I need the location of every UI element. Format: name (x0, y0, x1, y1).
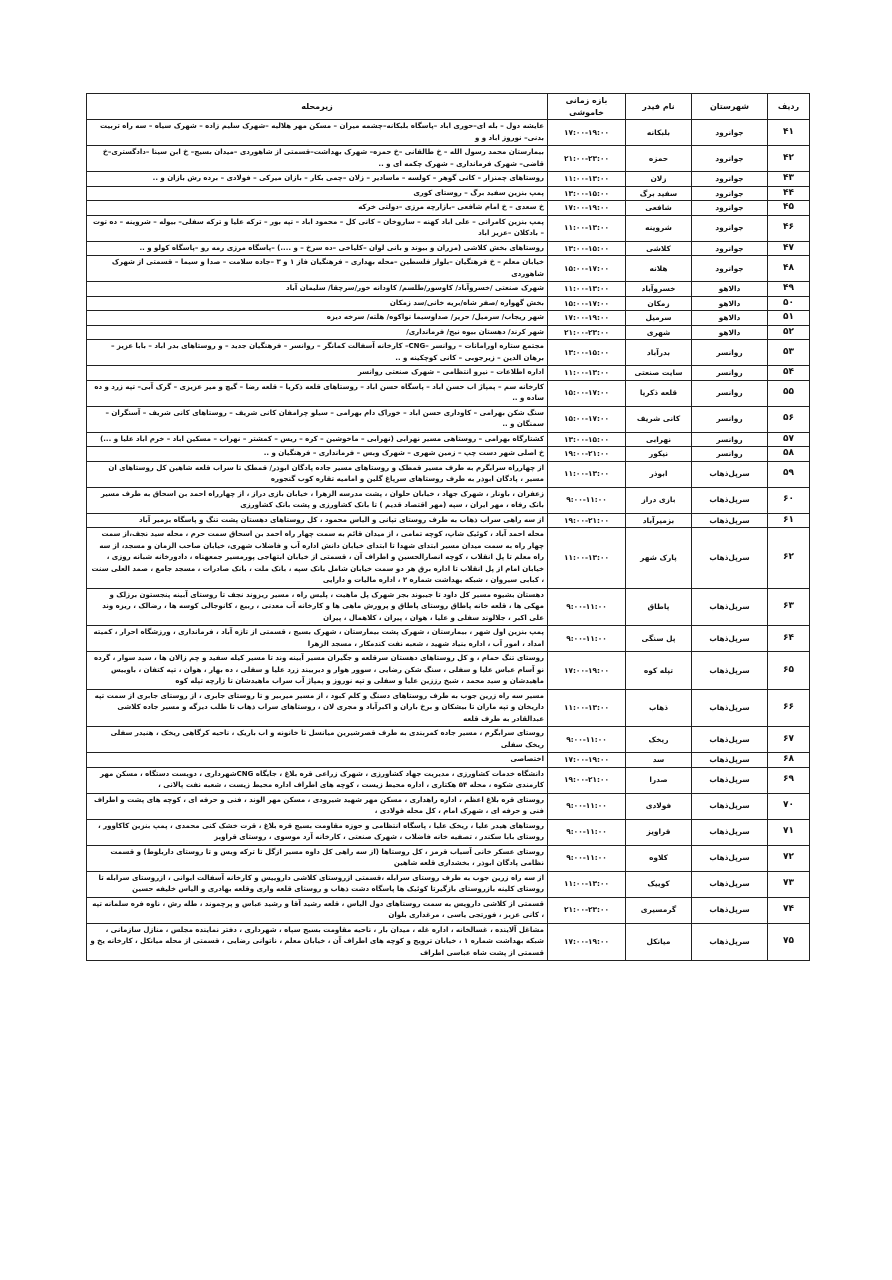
table-row (87, 652, 810, 690)
row-number-cell: ۴۸ (768, 256, 810, 282)
area-cell: روستاهای چمنزار – کانی گوهر – کولسه – ماسادیر – زلان –چمی بکار – بازان میرکی – فولادی – برده رش بازان و .. (87, 172, 548, 187)
city-cell: سرپل‌ذهاب (692, 767, 768, 793)
area-cell: شهر کرند/ دهستان بیوه نیج/ فرمانداری/ (87, 325, 548, 340)
table-row (87, 819, 810, 845)
feeder-cell: تپله کوه (626, 652, 692, 690)
time-cell: ۱۷:۰۰-۱۹:۰۰ (548, 120, 626, 146)
feeder-cell: سایت صنعتی (626, 366, 692, 381)
area-cell: روستای تنگ حمام ، و کل روستاهای دهستان سرقلعه و جگیران مسیر آبینه وند تا مسیر کیله سفید و چم زالان ها ، سید سوار ، گرده نو آسام عباس علیا و سفلی ، سنگ شکن رضایی ، سوور هوار و دیرییند زرد علیا و سفلی ، ده بهار ، هوان ، تپه کتفان ، باوییس ماهیدشان و سید محمد ، شیخ رززین علیا و سفلی و تپه نوروز و پمپاژ آب سراب ماهیدشان تا زارچه تپله کوه (87, 652, 548, 690)
table-row (87, 146, 810, 172)
row-number-cell: ۵۴ (768, 366, 810, 381)
time-cell: ۹:۰۰-۱۱:۰۰ (548, 845, 626, 871)
schedule-sheet (86, 93, 809, 961)
city-cell: سرپل‌ذهاب (692, 897, 768, 923)
city-cell: سرپل‌ذهاب (692, 819, 768, 845)
city-cell: سرپل‌ذهاب (692, 528, 768, 589)
row-number-cell: ۴۶ (768, 215, 810, 241)
time-cell: ۱۷:۰۰-۱۹:۰۰ (548, 201, 626, 216)
city-cell: سرپل‌ذهاب (692, 793, 768, 819)
area-cell: قسمتی از کلاشی دارویس به سمت روستاهای دول الیاس ، قلعه رشید آقا و رشید عباس و پرچموند ، طله رش ، ناوه فره سلمانه تپه ، کانی عزیز ، فورتجی یاسی ، مرغداری بلوان (87, 897, 548, 923)
time-cell: ۱۹:۰۰-۲۱:۰۰ (548, 447, 626, 462)
table-row (87, 923, 810, 961)
row-number-cell: ۶۳ (768, 588, 810, 626)
feeder-cell: سرمیل (626, 311, 692, 326)
feeder-cell: شافعی (626, 201, 692, 216)
feeder-cell: میانکل (626, 923, 692, 961)
table-row (87, 753, 810, 768)
time-cell: ۱۵:۰۰-۱۷:۰۰ (548, 380, 626, 406)
row-number-cell: ۵۵ (768, 380, 810, 406)
feeder-cell: پل سنگی (626, 626, 692, 652)
area-cell: روستای عسکر خانی آسیاب قرمز ، کل روستاها (از سه راهی کل داوه مسیر ازگل تا ترکه ویس و تا روستای داربلوط) و قسمت نظامی پادگان ابوذر ، بخشداری قلعه شاهین (87, 845, 548, 871)
row-number-cell: ۶۲ (768, 528, 810, 589)
feeder-cell: کوییک (626, 871, 692, 897)
table-row (87, 432, 810, 447)
feeder-cell: شروینه (626, 215, 692, 241)
city-cell: سرپل‌ذهاب (692, 588, 768, 626)
area-cell: روستاهای هیدر علیا ، ریخک علیا ، پاسگاه انتظامی و حوزه مقاومت بسیج قره بلاغ ، قرت خشک کنی محمدی ، پمپ بنزین کاکاوور ، روستای بابا سکندر ، تصفیه خانه فاضلاب ، شهرک صنعتی ، کارخانه آرد موسوی ، روستای قراویز (87, 819, 548, 845)
time-cell: ۱۷:۰۰-۱۹:۰۰ (548, 311, 626, 326)
time-cell: ۹:۰۰-۱۱:۰۰ (548, 487, 626, 513)
header-city: شهرستان (692, 94, 768, 120)
time-cell: ۱۱:۰۰-۱۳:۰۰ (548, 215, 626, 241)
feeder-cell: شهری (626, 325, 692, 340)
area-cell: دهستان بشیوه مسیر کل داود تا جیبوند بجز شهرک پل ماهیت ، پلیس راه ، مسیر ریزوند نجف تا روستای آبینه پنجستون برزلک و مهکی ها ، قلعه خانه پاطاق روستای پاطاق و پرورش ماهی ها و کارخانه آب معدنی ، ربیع ، کانوجالی کوسه ها ، رضالک ، ریزه وند علی اکبر ، جلالوند سفلی و علیا ، هوان ، پیران ، کلاهمال ، پیران (87, 588, 548, 626)
table-row (87, 406, 810, 432)
row-number-cell: ۷۲ (768, 845, 810, 871)
feeder-cell: سفید برگ (626, 186, 692, 201)
time-cell: ۹:۰۰-۱۱:۰۰ (548, 626, 626, 652)
outage-schedule-table (86, 93, 810, 961)
row-number-cell: ۵۸ (768, 447, 810, 462)
area-cell: پمپ بنزین کامرانی – علی اباد کهنه – ساروخان – کانی کل – محمود اباد – تپه بور – ترکه علیا و ترکه سفلی– بیوله – شروینه – ده توت – بادکلان –عزیز اباد (87, 215, 548, 241)
feeder-cell: بزمیرآباد (626, 513, 692, 528)
city-cell: روانسر (692, 447, 768, 462)
feeder-cell: ریخک (626, 727, 692, 753)
area-cell: اداره اطلاعات – نیرو انتظامی – شهرک صنعتی روانسر (87, 366, 548, 381)
table-row (87, 241, 810, 256)
row-number-cell: ۴۴ (768, 186, 810, 201)
table-row (87, 487, 810, 513)
area-cell: از چهارراه سرابگرم به طرف مسیر قمطک و روستاهای مسیر جاده پادگان ابوذر/ قمطک تا سراب قلعه شاهین کل روستاهای ان مسیر ، پادگان ابوذر به طرف روستاهای سرپاغ گلین و امامیه تقاره کوب گنجوره (87, 461, 548, 487)
time-cell: ۱۱:۰۰-۱۳:۰۰ (548, 366, 626, 381)
table-row (87, 793, 810, 819)
row-number-cell: ۶۵ (768, 652, 810, 690)
table-row (87, 528, 810, 589)
area-cell: از سه راهی سراب ذهاب به طرف روستای تپانی و الیاس محمود ، کل روستاهای دهستان پشت تنگ و پاسگاه بزمیر آباد (87, 513, 548, 528)
table-row (87, 256, 810, 282)
table-row (87, 626, 810, 652)
feeder-cell: زمکان (626, 296, 692, 311)
feeder-cell: زلان (626, 172, 692, 187)
city-cell: سرپل‌ذهاب (692, 727, 768, 753)
table-row (87, 311, 810, 326)
table-row (87, 325, 810, 340)
city-cell: جوانرود (692, 241, 768, 256)
city-cell: سرپل‌ذهاب (692, 626, 768, 652)
time-cell: ۲۱:۰۰-۲۳:۰۰ (548, 146, 626, 172)
header-feeder: نام فیدر (626, 94, 692, 120)
table-row (87, 201, 810, 216)
city-cell: سرپل‌ذهاب (692, 461, 768, 487)
table-row (87, 340, 810, 366)
header-row (87, 94, 810, 120)
city-cell: سرپل‌ذهاب (692, 652, 768, 690)
time-cell: ۱۷:۰۰-۱۹:۰۰ (548, 652, 626, 690)
area-cell: زعفران ، باونار ، شهرک جهاد ، خیابان حلوان ، پشت مدرسه الزهرا ، خیابان بازی دراز ، از چهارراه احمد بن اسحاق به طرف مسیر بانک رفاه ، مهر ایران ، سپه (مهر اقتصاد قدیم ) تا بانک کشاورزی و پشت بانک کشاورزی (87, 487, 548, 513)
time-cell: ۱۳:۰۰-۱۵:۰۰ (548, 241, 626, 256)
city-cell: جوانرود (692, 146, 768, 172)
feeder-cell: خسروآباد (626, 282, 692, 297)
time-cell: ۹:۰۰-۱۱:۰۰ (548, 727, 626, 753)
header-time: بازه زمانی خاموشی (548, 94, 626, 120)
area-cell: کشتارگاه بهرامی – روستاهی مسیر نهرابی (نهرابی – ماخوشین – کره – ریس – کمشتر – نهراب – مسکین اباد – خرم اباد علیا و ...) (87, 432, 548, 447)
area-cell: روستاهای بخش کلاشی (مزران و بیوند و بانی لوان –کلیاخی –ده سرخ – و ....) –پاسگاه مرزی رمه رو –پاسگاه کولو و .. (87, 241, 548, 256)
row-number-cell: ۷۵ (768, 923, 810, 961)
table-row (87, 380, 810, 406)
row-number-cell: ۵۰ (768, 296, 810, 311)
row-number-cell: ۶۰ (768, 487, 810, 513)
table-row (87, 447, 810, 462)
feeder-cell: قلعه ذکریا (626, 380, 692, 406)
table-row (87, 513, 810, 528)
area-cell: بیمارستان محمد رسول الله – خ طالقانی –خ حمزه– شهرک بهداشت–قسمتی از شاهوردی –میدان بسیج– خ ابن سینا –دادگستری–خ قاضی– شهرک فرمانداری – شهرک چکمه ای و .. (87, 146, 548, 172)
row-number-cell: ۵۶ (768, 406, 810, 432)
row-number-cell: ۵۱ (768, 311, 810, 326)
row-number-cell: ۶۴ (768, 626, 810, 652)
city-cell: دالاهو (692, 296, 768, 311)
feeder-cell: سد (626, 753, 692, 768)
table-row (87, 282, 810, 297)
time-cell: ۱۳:۰۰-۱۵:۰۰ (548, 340, 626, 366)
area-cell: مشاغل آلاینده ، غسالخانه ، اداره غله ، میدان بار ، ناحیه مقاومت بسیج سپاه ، شهرداری ، دفتر نماینده مجلس ، منازل سازمانی ، شبکه بهداشت شماره ۱ ، خیابان ترویج و کوچه های اطراف آن ، خیابان معلم ، ناتوانی رضایی ، قسمتی از محله میانکل ، کارخانه یخ و قسمتی از پشت شاه عباسی اطراف (87, 923, 548, 961)
feeder-cell: پاطاق (626, 588, 692, 626)
feeder-cell: بازی دراز (626, 487, 692, 513)
area-cell: سنگ شکن بهرامی – کاوداری حسن اباد – خوراک دام بهرامی – سیلو چرامفان کانی شریف – روستاهای کانی شریف – آسنگران – سمنگان و .. (87, 406, 548, 432)
time-cell: ۲۱:۰۰-۲۳:۰۰ (548, 325, 626, 340)
feeder-cell: هلانه (626, 256, 692, 282)
row-number-cell: ۴۵ (768, 201, 810, 216)
time-cell: ۱۱:۰۰-۱۳:۰۰ (548, 689, 626, 727)
row-number-cell: ۴۷ (768, 241, 810, 256)
area-cell: کارخانه سم – پمپاژ اب حسن اباد – پاسگاه حسن اباد – روستاهای قلعه ذکریا – قلعه رضا – گیچ و میر عزیزی – گرک آبی– تپه زرد و ده ساده و .. (87, 380, 548, 406)
feeder-cell: قراویز (626, 819, 692, 845)
time-cell: ۱۵:۰۰-۱۷:۰۰ (548, 256, 626, 282)
area-cell: روستای سرابگرم ، مسیر جاده کمربندی به طرف قصرشیرین میانسل تا خانونه و اب باریک ، ناحیه کرگاهی ریخک ، هنیدر سفلی ریخک سفلی (87, 727, 548, 753)
table-row (87, 689, 810, 727)
feeder-cell: کلاشی (626, 241, 692, 256)
table-row (87, 186, 810, 201)
feeder-cell: کانی شریف (626, 406, 692, 432)
feeder-cell: ابوذر (626, 461, 692, 487)
table-row (87, 767, 810, 793)
city-cell: روانسر (692, 432, 768, 447)
feeder-cell: نهرابی (626, 432, 692, 447)
table-row (87, 897, 810, 923)
row-number-cell: ۴۳ (768, 172, 810, 187)
area-cell: دانشگاه خدمات کشاورزی ، مدیریت جهاد کشاورزی ، شهرک زراعی قره بلاغ ، جایگاه CNGشهرداری ، دویست دستگاه ، مسکن مهر کارمندی شکوه ، محله ۵۴ هکتاری ، اداره محیط زیست ، کوچه های اطراف اداره محیط زیست ، شعبه نفت پالانی ، (87, 767, 548, 793)
time-cell: ۱۱:۰۰-۱۳:۰۰ (548, 172, 626, 187)
row-number-cell: ۶۹ (768, 767, 810, 793)
row-number-cell: ۵۲ (768, 325, 810, 340)
city-cell: جوانرود (692, 215, 768, 241)
time-cell: ۱۳:۰۰-۱۵:۰۰ (548, 186, 626, 201)
feeder-cell: پارک شهر (626, 528, 692, 589)
area-cell: از سه راه زرین جوب به طرف روستای سرابله ،قسمتی ازروستای کلاشی داروییس و کارخانه آسفالت ابوانی ، ازروستای سرابله تا روستای کلینه بازروستای بازگیرتا کوئیک ها پاسگاه دشت ذهاب و روستای قلعه واری وقلعه بهادری و الیاس خلیفه حسین (87, 871, 548, 897)
table-row (87, 845, 810, 871)
table-body (87, 120, 810, 961)
city-cell: جوانرود (692, 172, 768, 187)
row-number-cell: ۶۸ (768, 753, 810, 768)
time-cell: ۲۱:۰۰-۲۳:۰۰ (548, 897, 626, 923)
time-cell: ۱۱:۰۰-۱۳:۰۰ (548, 461, 626, 487)
time-cell: ۱۹:۰۰-۲۱:۰۰ (548, 513, 626, 528)
row-number-cell: ۴۱ (768, 120, 810, 146)
time-cell: ۱۱:۰۰-۱۳:۰۰ (548, 871, 626, 897)
row-number-cell: ۵۳ (768, 340, 810, 366)
row-number-cell: ۷۰ (768, 793, 810, 819)
table-row (87, 366, 810, 381)
city-cell: جوانرود (692, 120, 768, 146)
row-number-cell: ۵۷ (768, 432, 810, 447)
city-cell: سرپل‌ذهاب (692, 689, 768, 727)
city-cell: سرپل‌ذهاب (692, 923, 768, 961)
time-cell: ۱۷:۰۰-۱۹:۰۰ (548, 753, 626, 768)
table-row (87, 120, 810, 146)
row-number-cell: ۷۱ (768, 819, 810, 845)
feeder-cell: نیکور (626, 447, 692, 462)
time-cell: ۱۱:۰۰-۱۳:۰۰ (548, 528, 626, 589)
area-cell: محله احمد آباد ، کوئیک شاپ، کوچه تمامی ، از میدان قائم به سمت چهار راه احمد بن اسحاق سمت حرم ، محله سید نجف،از سمت چهار راه به سمت میدان مسیر ابتدای شهدا تا ابتدای خیابان دانش اداره آب و فاضلاب شهری، خیابان صاحب الزمان و مسجد، از سه راه معلم تا پل انقلاب ، کوچه انصارالحسین و اطراف آن ، قسمتی از خیابان ابتهاجی پورمسیر جمعهناه ، دادورخانه شبانه روزی ، خیابان امام از پل انقلاب تا اداره برق هر دو سمت خیابان شامل بانک سپه ، بانک ملت ، بانک صادرات ، مسجد جامع ، صمد العلی سنت ، کبابی سیروان ، شبکه بهداشت شماره ۲ ، اداره مالیات و دارایی (87, 528, 548, 589)
city-cell: روانسر (692, 380, 768, 406)
row-number-cell: ۴۲ (768, 146, 810, 172)
area-cell: بخش گهواره /صفر شاه/بریه خانی/سد زمکان (87, 296, 548, 311)
area-cell: عایشه دول – بله ای–حوری اباد –پاسگاه بلبکانه–چشمه میران – مسکن مهر هلالیه –شهرک سلیم زاده – شهرک سیاه – سه راه تربیت بدنی– نوروز اباد و و (87, 120, 548, 146)
feeder-cell: کلاوه (626, 845, 692, 871)
area-cell: پمپ بنزین اول شهر ، بیمارستان ، شهرک پشت بیمارستان ، شهرک بسیج ، قسمتی از تازه آباد ، فرمانداری ، ورزشگاه احرار ، کمیته امداد ، امور آب ، اداره بنیاد شهید ، شعبه نفت کندمکار ، مسجد الزهرا (87, 626, 548, 652)
feeder-cell: صدرا (626, 767, 692, 793)
table-row (87, 296, 810, 311)
table-row (87, 871, 810, 897)
time-cell: ۹:۰۰-۱۱:۰۰ (548, 819, 626, 845)
area-cell: خیابان معلم – خ فرهنگیان –بلوار فلسطین –محله بهداری – فرهنگیان فاز ۱ و ۳ –جاده سلامت – صدا و سیما – قسمتی از شهرک شاهوردی (87, 256, 548, 282)
time-cell: ۹:۰۰-۱۱:۰۰ (548, 793, 626, 819)
city-cell: سرپل‌ذهاب (692, 753, 768, 768)
header-row-number: ردیف (768, 94, 810, 120)
city-cell: جوانرود (692, 186, 768, 201)
time-cell: ۱۵:۰۰-۱۷:۰۰ (548, 406, 626, 432)
area-cell: خ اصلی شهر دست چپ – زمین شهری – شهرک وبس – فرمانداری – فرهنگیان و .. (87, 447, 548, 462)
area-cell: شهر ریجاب/ سرمیل/ حریر/ صداوسیما نواکوه/ هلته/ سرخه دیزه (87, 311, 548, 326)
table-row (87, 215, 810, 241)
area-cell: روستای قره بلاغ اعظم ، اداره راهداری ، مسکن مهر شهید شیرودی ، مسکن مهر الوند ، فنی و حرفه ای ، کوچه های پشت و اطراف فنی و حرفه ای ، شهرک امام ، کل محله فولادی ، (87, 793, 548, 819)
city-cell: سرپل‌ذهاب (692, 487, 768, 513)
area-cell: خ سعدی – خ امام شافعی –بازارچه مرزی –دولتی خرکه (87, 201, 548, 216)
city-cell: روانسر (692, 340, 768, 366)
time-cell: ۱۹:۰۰-۲۱:۰۰ (548, 767, 626, 793)
city-cell: دالاهو (692, 282, 768, 297)
area-cell: مجتمع ستاره اورامانات – روانسر –CNG– کارخانه آسفالت کمانگر – روانسر – فرهنگیان جدید – و روستاهای بدر اباد – بابا عزیز – برهان الدین – زیرجوبی – کانی کوچکینه و .. (87, 340, 548, 366)
row-number-cell: ۶۷ (768, 727, 810, 753)
feeder-cell: بدرآباد (626, 340, 692, 366)
area-cell: اختصاصی (87, 753, 548, 768)
feeder-cell: بلبکانه (626, 120, 692, 146)
feeder-cell: گرمسیری (626, 897, 692, 923)
area-cell: مسیر سه راه زرین جوب به طرف روستاهای دسنگ و کلم کبود ، از مسیر میربیر و تا روستای جابری ، از روستای جابری از سمت تپه داریخان و تپه ماران تا بیشکان و برخ باران و اکبرآباد و مجری لان ، روستاهای سراب ذهاب تا طلب دیزگه و مسیر جاده کلاشی عبدالقادر به طرف قلعه (87, 689, 548, 727)
time-cell: ۱۳:۰۰-۱۵:۰۰ (548, 432, 626, 447)
time-cell: ۱۷:۰۰-۱۹:۰۰ (548, 923, 626, 961)
table-row (87, 588, 810, 626)
row-number-cell: ۵۹ (768, 461, 810, 487)
area-cell: پمپ بنزین سفید برگ – روستای کوری (87, 186, 548, 201)
city-cell: دالاهو (692, 311, 768, 326)
city-cell: سرپل‌ذهاب (692, 871, 768, 897)
city-cell: سرپل‌ذهاب (692, 845, 768, 871)
row-number-cell: ۷۳ (768, 871, 810, 897)
city-cell: جوانرود (692, 256, 768, 282)
time-cell: ۱۵:۰۰-۱۷:۰۰ (548, 296, 626, 311)
city-cell: سرپل‌ذهاب (692, 513, 768, 528)
city-cell: جوانرود (692, 201, 768, 216)
table-row (87, 461, 810, 487)
row-number-cell: ۶۶ (768, 689, 810, 727)
area-cell: شهرک صنعتی /خسروآباد/ کاوسور/طلسم/ کاودانه خور/سرچقا/ سلیمان آباد (87, 282, 548, 297)
feeder-cell: فولادی (626, 793, 692, 819)
time-cell: ۹:۰۰-۱۱:۰۰ (548, 588, 626, 626)
city-cell: روانسر (692, 366, 768, 381)
city-cell: روانسر (692, 406, 768, 432)
city-cell: دالاهو (692, 325, 768, 340)
row-number-cell: ۷۴ (768, 897, 810, 923)
row-number-cell: ۴۹ (768, 282, 810, 297)
feeder-cell: ذهاب (626, 689, 692, 727)
time-cell: ۱۱:۰۰-۱۳:۰۰ (548, 282, 626, 297)
feeder-cell: حمزه (626, 146, 692, 172)
table-row (87, 727, 810, 753)
table-row (87, 172, 810, 187)
row-number-cell: ۶۱ (768, 513, 810, 528)
header-area: زیرمحله (87, 94, 548, 120)
